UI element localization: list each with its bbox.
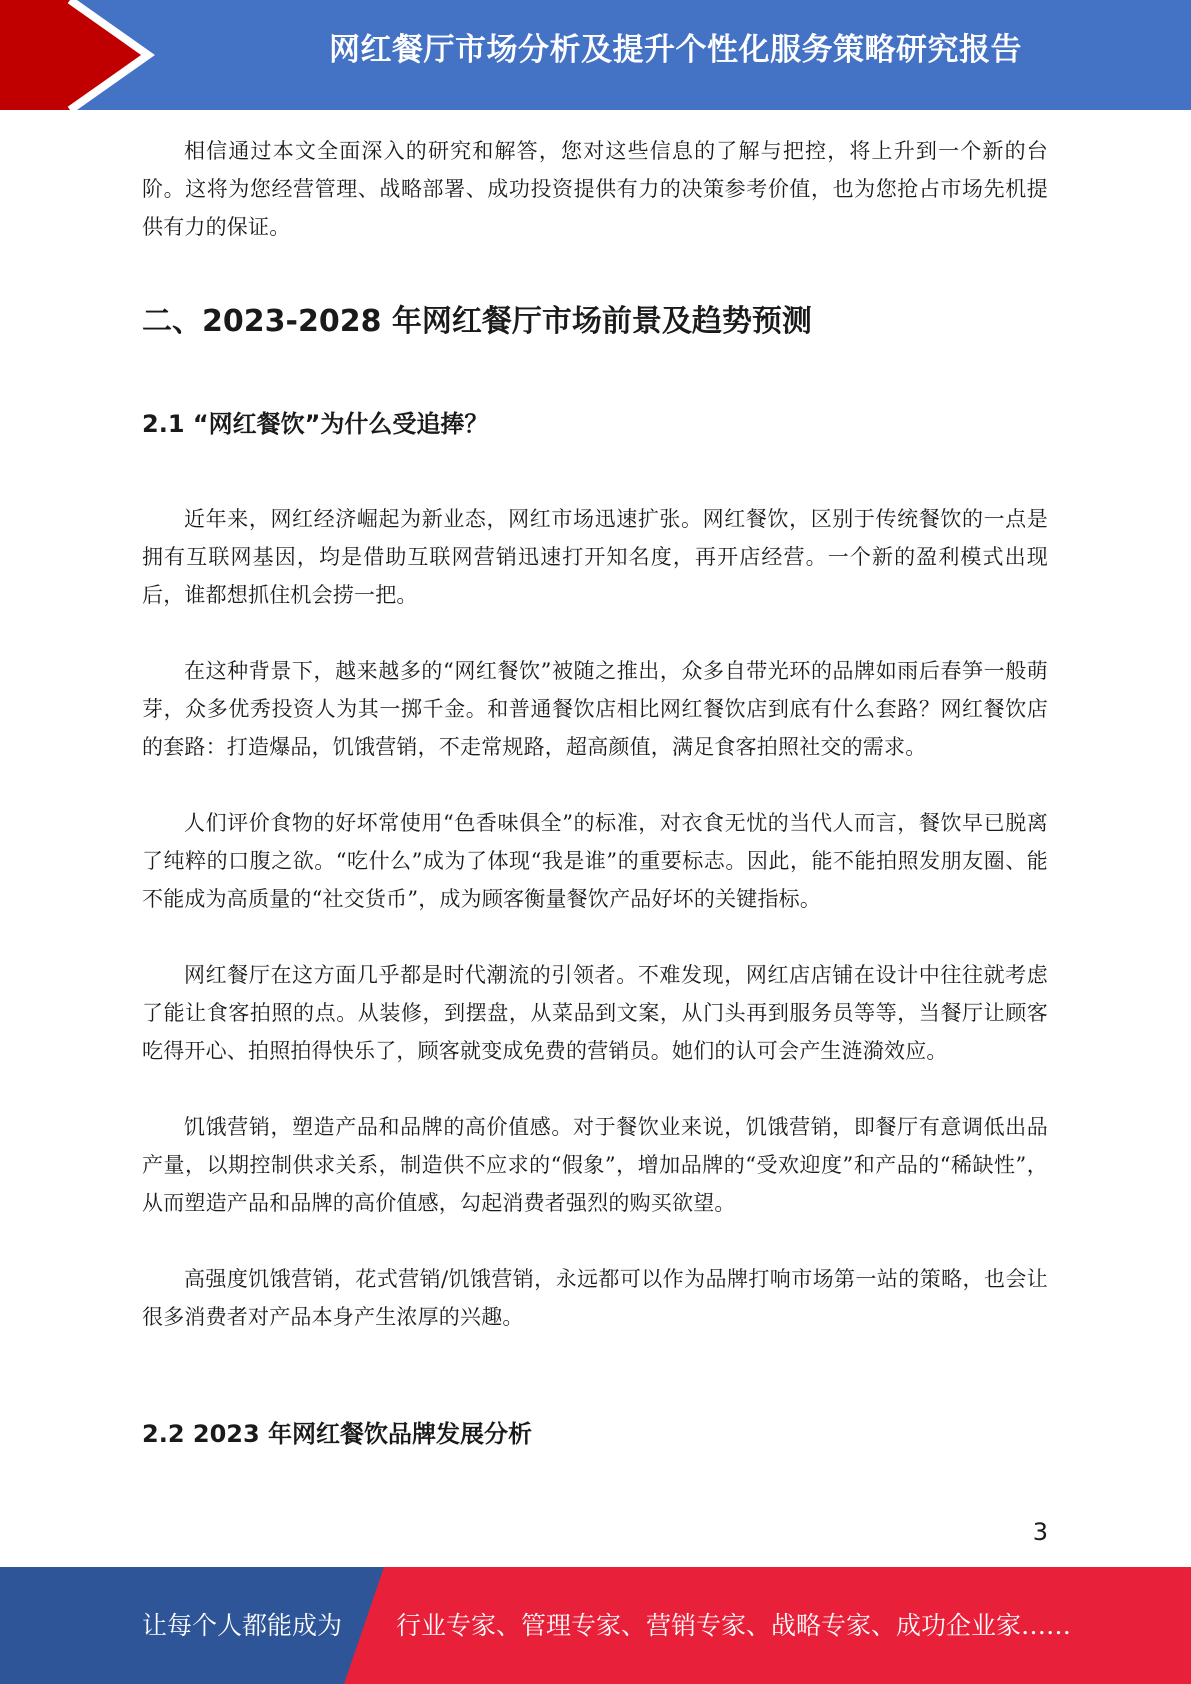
page-header xyxy=(0,0,1191,110)
body-paragraph: 近年来，网红经济崛起为新业态，网红市场迅速扩张。网红餐饮，区别于传统餐饮的一点是拥有互联网基因，均是借助互联网营销迅速打开知名度，再开店经营。一个新的盈利模式出现后，谁都想抓住机会捞一把。 xyxy=(142,507,1048,607)
report-title: 网红餐厅市场分析及提升个性化服务策略研究报告 xyxy=(329,32,1022,68)
body-paragraph: 人们评价食物的好坏常使用“色香味俱全”的标准，对衣食无忧的当代人而言，餐饮早已脱离了纯粹的口腹之欲。“吃什么”成为了体现“我是谁”的重要标志。因此，能不能拍照发朋友圈、能不能成为高质量的“社交货币”，成为顾客衡量餐饮产品好坏的关键指标。 xyxy=(142,811,1048,911)
body-paragraph: 在这种背景下，越来越多的“网红餐饮”被随之推出，众多自带光环的品牌如雨后春笋一般萌芽，众多优秀投资人为其一掷千金。和普通餐饮店相比网红餐饮店到底有什么套路？网红餐饮店的套路：打造爆品，饥饿营销，不走常规路，超高颜值，满足食客拍照社交的需求。 xyxy=(142,659,1048,759)
body-paragraph: 饥饿营销，塑造产品和品牌的高价值感。对于餐饮业来说，饥饿营销，即餐厅有意调低出品产量，以期控制供求关系，制造供不应求的“假象”，增加品牌的“受欢迎度”和产品的“稀缺性”，从而塑造产品和品牌的高价值感，勾起消费者强烈的购买欲望。 xyxy=(142,1115,1048,1215)
document-body xyxy=(142,132,1048,1452)
subsection-heading-2-1: 2.1 “网红餐饮”为什么受追捧？ xyxy=(142,410,489,438)
footer-slogan-left: 让每个人都能成为 xyxy=(142,1611,343,1640)
page-number: 3 xyxy=(1032,1518,1048,1546)
body-paragraph: 高强度饥饿营销，花式营销/饥饿营销，永远都可以作为品牌打响市场第一站的策略，也会让很多消费者对产品本身产生浓厚的兴趣。 xyxy=(142,1267,1048,1329)
header-chevron-graphic xyxy=(0,0,160,110)
body-paragraph: 网红餐厅在这方面几乎都是时代潮流的引领者。不难发现，网红店店铺在设计中往往就考虑了能让食客拍照的点。从装修，到摆盘，从菜品到文案，从门头再到服务员等等，当餐厅让顾客吃得开心、拍照拍得快乐了，顾客就变成免费的营销员。她们的认可会产生涟漪效应。 xyxy=(142,963,1048,1063)
page-footer xyxy=(0,1567,1191,1684)
section-heading: 二、2023-2028 年网红餐厅市场前景及趋势预测 xyxy=(142,304,812,339)
subsection-heading-2-2: 2.2 2023 年网红餐饮品牌发展分析 xyxy=(142,1420,533,1448)
chevron-red-shape xyxy=(0,0,148,110)
footer-slogan-right: 行业专家、管理专家、营销专家、战略专家、成功企业家…… xyxy=(396,1611,1072,1640)
intro-paragraph: 相信通过本文全面深入的研究和解答，您对这些信息的了解与把控，将上升到一个新的台阶。这将为您经营管理、战略部署、成功投资提供有力的决策参考价值，也为您抢占市场先机提供有力的保证。 xyxy=(142,139,1048,239)
